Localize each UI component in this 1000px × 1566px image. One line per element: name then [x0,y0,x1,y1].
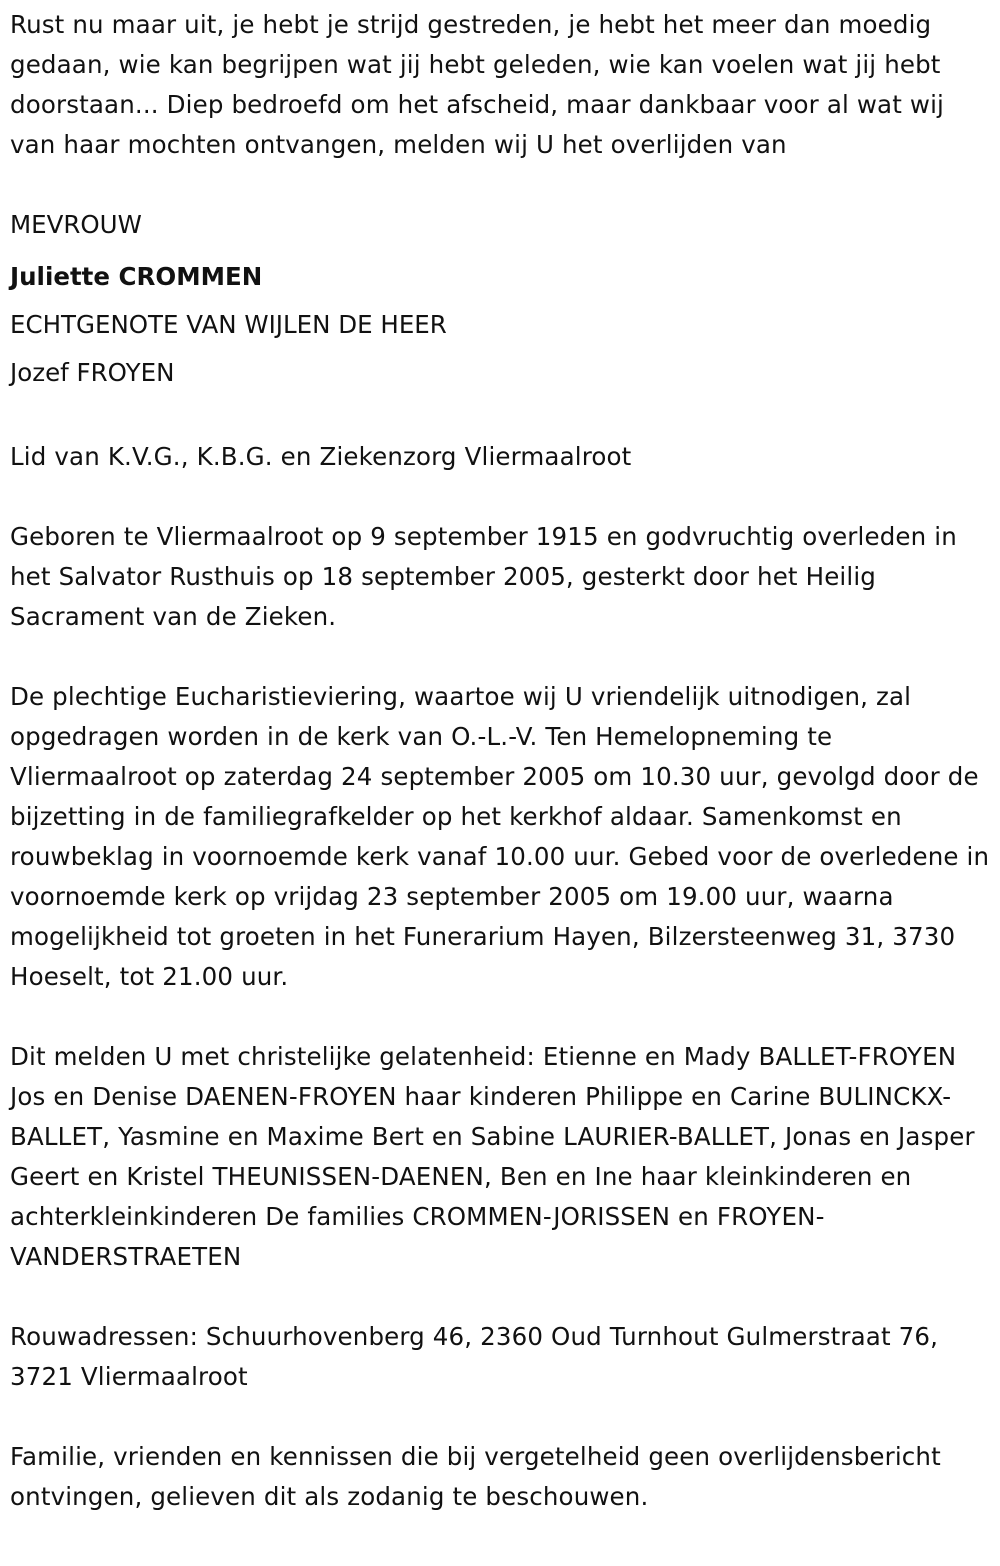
honorific: MEVROUW [10,210,142,239]
spacer [10,397,990,437]
spacer [10,1397,990,1437]
spouse-label: ECHTGENOTE VAN WIJLEN DE HEER [10,310,447,339]
spacer [10,997,990,1037]
membership-paragraph: Lid van K.V.G., K.B.G. en Ziekenzorg Vliermaalroot [10,442,632,471]
spacer [10,637,990,677]
family-paragraph: Dit melden U met christelijke gelatenheid: Etienne en Mady BALLET-FROYEN Jos en Denise DAENEN-FROYEN haar kinderen Philippe en Carine BULINCKX-BALLET, Yasmine en Maxime Bert en Sabine LAURIER-BALLET, Jonas en Jasper Geert en Kristel THEUNISSEN-DAENEN, Ben en Ine haar kleinkinderen en achterkleinkinderen De families CROMMEN-JORISSEN en FROYEN-VANDERSTRAETEN [10,1042,975,1271]
addresses-paragraph: Rouwadressen: Schuurhovenberg 46, 2360 Oud Turnhout Gulmerstraat 76, 3721 Vliermaalroot [10,1322,939,1391]
spouse-name: Jozef FROYEN [10,358,175,387]
spacer [10,477,990,517]
birth-death-paragraph: Geboren te Vliermaalroot op 9 september 1915 en godvruchtig overleden in het Salvator Rusthuis op 18 september 2005, gesterkt door het Heilig Sacrament van de Zieken. [10,522,957,631]
closing-paragraph: Familie, vrienden en kennissen die bij vergetelheid geen overlijdensbericht ontvingen, gelieven dit als zodanig te beschouwen. [10,1442,941,1511]
deceased-name: Juliette CROMMEN [10,262,263,291]
funeral-paragraph: De plechtige Eucharistieviering, waartoe wij U vriendelijk uitnodigen, zal opgedragen worden in de kerk van O.-L.-V. Ten Hemelopneming te Vliermaalroot op zaterdag 24 september 2005 om 10.30 uur, gevolgd door de bijzetting in de familiegrafkelder op het kerkhof aldaar. Samenkomst en rouwbeklag in voornoemde kerk vanaf 10.00 uur. Gebed voor de overledene in voornoemde kerk op vrijdag 23 september 2005 om 19.00 uur, waarna mogelijkheid tot groeten in het Funerarium Hayen, Bilzersteenweg 31, 3730 Hoeselt, tot 21.00 uur. [10,682,990,991]
spacer [10,165,990,205]
deceased-heading [10,205,990,397]
spacer [10,1277,990,1317]
intro-paragraph: Rust nu maar uit, je hebt je strijd gestreden, je hebt het meer dan moedig gedaan, wie kan begrijpen wat jij hebt geleden, wie kan voelen wat jij hebt doorstaan... Diep bedroefd om het afscheid, maar dankbaar voor al wat wij van haar mochten ontvangen, melden wij U het overlijden van [10,10,945,159]
